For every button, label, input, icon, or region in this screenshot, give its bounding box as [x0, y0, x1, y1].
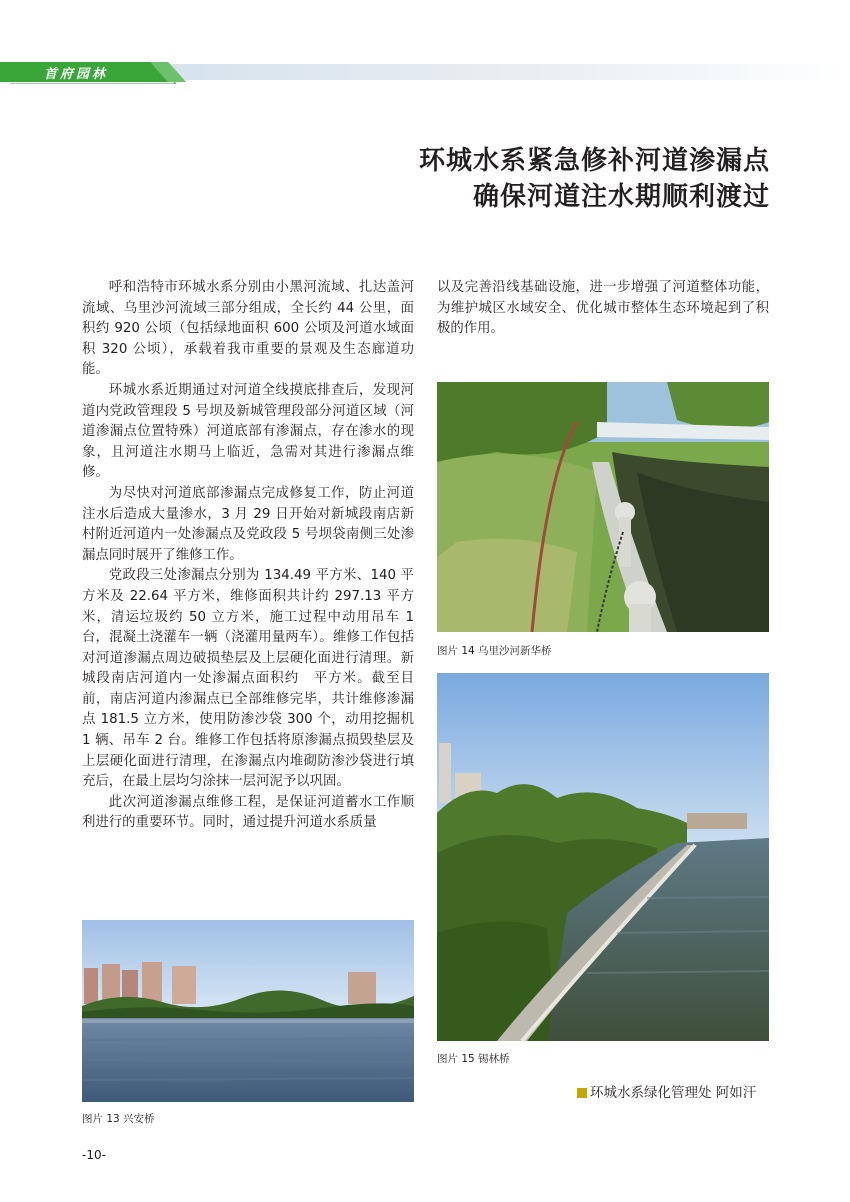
right-column-text	[437, 278, 769, 340]
paragraph: 以及完善沿线基础设施，进一步增强了河道整体功能，为维护城区水域安全、优化城市整体生态环境起到了积极的作用。	[437, 280, 769, 337]
paragraph: 党政段三处渗漏点分别为 134.49 平方米、140 平方米及 22.64 平方米，维修面积共计约 297.13 平方米，清运垃圾约 50 立方米，施工过程中动用吊车 1 台，混凝土浇灌车一辆（浇灌用量两车）。维修工作包括对河道渗漏点周边破损垫层及上层硬化面进行清理。新城段南店河道内一处渗漏点面积约 平方米。截至目前，南店河道内渗漏点已全部维修完毕，共计维修渗漏点 181.5 立方米，使用防渗沙袋 300 个，动用挖掘机 1 辆、吊车 2 台。维修工作包括将原渗漏点损毁垫层及上层硬化面进行清理，在渗漏点内堆砌防渗沙袋进行填充后，在最上层均匀涂抹一层河泥予以巩固。	[82, 568, 414, 790]
article-title-line2: 确保河道注水期顺利渡过	[472, 182, 770, 212]
paragraph: 为尽快对河道底部渗漏点完成修复工作，防止河道注水后造成大量渗水，3 月 29 日开始对新城段南店新村附近河道内一处渗漏点及党政段 5 号坝袋南侧三处渗漏点同时展开了维修工作。	[82, 485, 414, 563]
byline-text: 环城水系绿化管理处 阿如汗	[590, 1085, 757, 1101]
article-title-line1: 环城水系紧急修补河道渗漏点	[418, 146, 770, 176]
paragraph: 此次河道渗漏点维修工程，是保证河道蓄水工作顺利进行的重要环节。同时，通过提升河道水系质量	[82, 794, 414, 831]
header-gradient-bar	[150, 64, 850, 80]
figure-14-caption: 图片 14 乌里沙河新华桥	[437, 645, 552, 657]
figure-15-caption: 图片 15 锡林桥	[437, 1053, 510, 1065]
figure-13-caption: 图片 13 兴安桥	[82, 1113, 155, 1125]
photo-xingan-bridge	[82, 920, 414, 1102]
article-byline	[577, 1081, 756, 1101]
byline-square-marker	[577, 1088, 587, 1098]
photo-xinhua-bridge	[437, 382, 769, 632]
photo-xilin-bridge	[437, 673, 769, 1041]
paragraph: 呼和浩特市环城水系分别由小黑河流域、扎达盖河流域、乌里沙河流域三部分组成，全长约 44 公里，面积约 920 公顷（包括绿地面积 600 公顷及河道水域面积 320 公顷），承载着我市重要的景观及生态廊道功能。	[82, 280, 414, 378]
paragraph: 环城水系近期通过对河道全线摸底排查后，发现河道内党政管理段 5 号坝及新城管理段部分河道区域（河道渗漏点位置特殊）河道底部有渗漏点，存在渗水的现象，且河道注水期马上临近，急需对其进行渗漏点维修。	[82, 382, 414, 481]
page-number: -10-	[82, 1148, 106, 1162]
section-label: 首府园林	[44, 67, 109, 82]
section-tab	[0, 60, 188, 82]
section-header	[0, 58, 850, 88]
left-column-text	[82, 278, 414, 834]
